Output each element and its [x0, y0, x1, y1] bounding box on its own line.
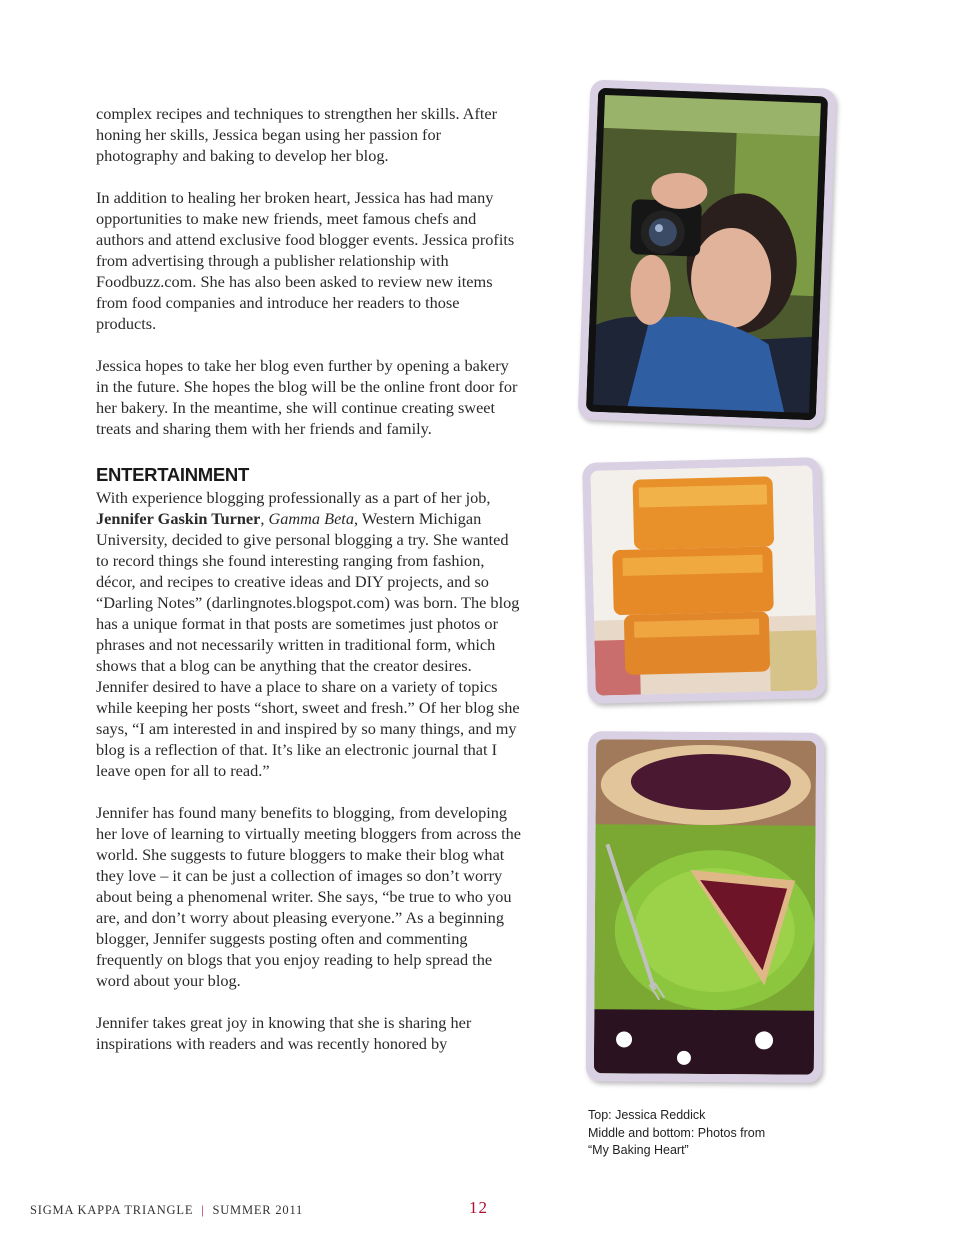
- photo-image: [586, 88, 828, 421]
- caption-line: “My Baking Heart”: [588, 1143, 689, 1157]
- photo-jessica-reddick: [578, 79, 837, 428]
- article-paragraph: Jessica hopes to take her blog even further by opening a bakery in the future. She hopes the blog will be the online front door for her bakery. In the meantime, she will continue creating sweet treats and sharing them with her friends and family.: [96, 356, 518, 438]
- article-paragraph: [96, 487, 521, 781]
- article-paragraph: Jennifer has found many benefits to blogging, from developing her love of learning to virtually meeting bloggers from across the world. She suggests to future bloggers to make their blog what they love – it can be just a collection of images so don’t worry about being a phenomenal writer. She says, “be true to who you are, and don’t worry about pleasing everyone.” As a beginning blogger, Jennifer suggests posting often and commenting frequently on blogs that you enjoy reading to help spread the word about your blog.: [96, 803, 521, 990]
- photo-image: [590, 465, 817, 695]
- person-name: Jennifer Gaskin Turner: [96, 509, 261, 528]
- text-run: With experience blogging professionally as a part of her job,: [96, 488, 491, 507]
- text-run: , Western Michigan University, decided to give personal blogging a try. She wanted to record things she found interesting ranging from fashion, décor, and recipes to creative ideas and DIY projects, and so “Darling Notes” (darlingnotes.blogspot.com) was born. The blog has a unique format in that posts are sometimes just photos or phrases and not necessarily written in traditional form, which shows that a blog can be anything that the creator desires. Jennifer desired to have a place to share on a variety of topics while keeping her posts “short, sweet and fresh.” Of her blog she says, “I am interested in and inspired by so many things, and my blog is a reflection of that. It’s like an electronic journal that I leave open for all to read.”: [96, 509, 520, 780]
- footer-separator: |: [201, 1203, 205, 1217]
- photo-image: [594, 739, 816, 1075]
- page-number: 12: [469, 1198, 488, 1217]
- publication-name: SIGMA KAPPA TRIANGLE: [30, 1203, 194, 1217]
- photo-berry-tart: [586, 731, 824, 1083]
- photo-caption: [588, 1107, 818, 1160]
- photo-baked-bars: [582, 457, 826, 704]
- section-heading: ENTERTAINMENT: [96, 464, 249, 485]
- article-paragraph: complex recipes and techniques to strengthen her skills. After honing her skills, Jessica began using her passion for photography and baking to develop her blog.: [96, 104, 498, 165]
- chapter-name: Gamma Beta: [268, 509, 354, 528]
- caption-line: Top: Jessica Reddick: [588, 1108, 706, 1122]
- article-column: [96, 103, 521, 1054]
- issue-name: SUMMER 2011: [212, 1203, 304, 1217]
- text-run: ,: [260, 509, 269, 528]
- caption-line: Middle and bottom: Photos from: [588, 1125, 766, 1140]
- article-paragraph: In addition to healing her broken heart, Jessica has had many opportunities to make new friends, meet famous chefs and authors and attend exclusive food blogger events. Jessica profits from advertising through a publisher relationship with Foodbuzz.com. She has also been asked to review new items from food companies and introduce her readers to those products.: [96, 188, 515, 333]
- page-footer: [30, 1203, 303, 1218]
- article-paragraph: Jennifer takes great joy in knowing that she is sharing her inspirations with readers and was recently honored by: [96, 1013, 472, 1053]
